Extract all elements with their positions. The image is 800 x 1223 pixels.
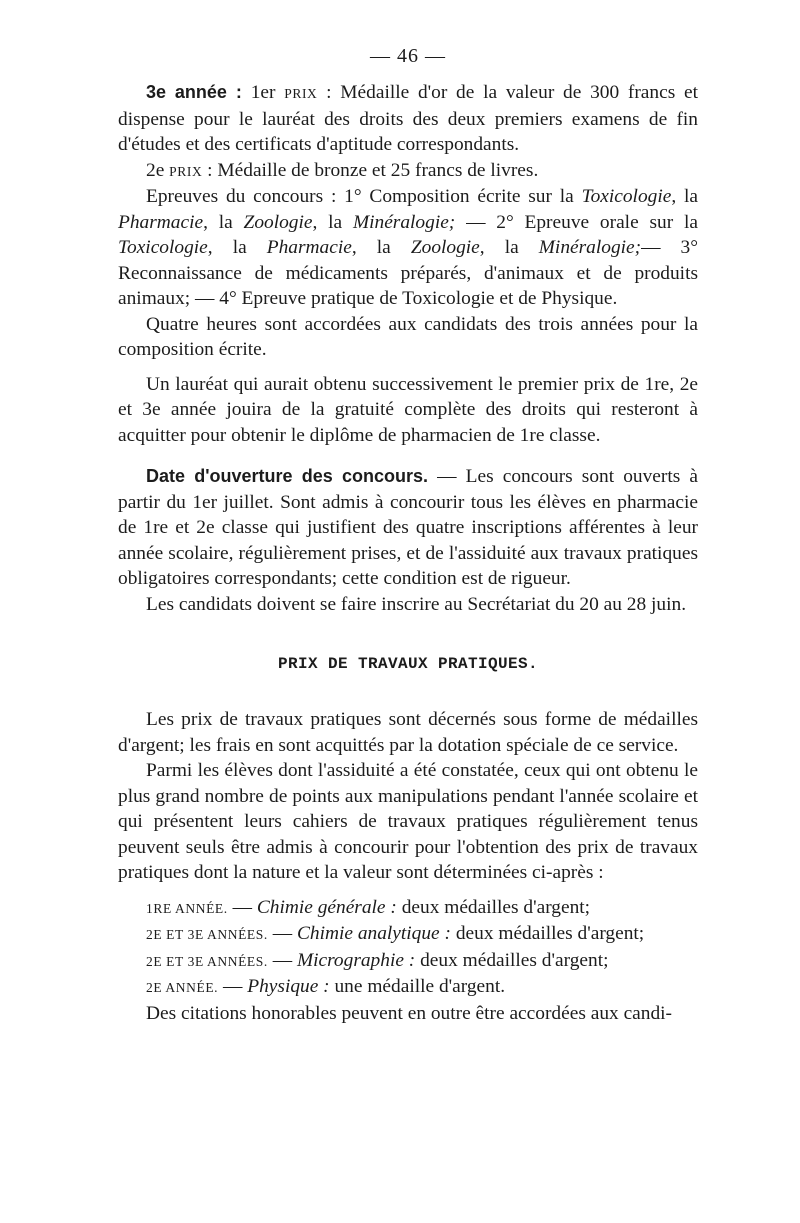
exam-subject: Toxicologie <box>118 237 208 258</box>
prize-line <box>118 895 698 922</box>
page-number: — 46 — <box>370 45 446 67</box>
citations-paragraph: Des citations honorables peuvent en outre être accordées aux candi- <box>146 1002 673 1024</box>
prize-line <box>118 921 698 948</box>
exam-subject: Zoologie <box>410 237 480 258</box>
exam-subject: Toxicologie <box>581 186 672 207</box>
exam-text: , la <box>479 237 539 258</box>
prize-subject: Chimie analytique : <box>296 923 451 944</box>
laureate-paragraph: Un lauréat qui aurait obtenu successivement le premier prix de 1re, 2e et 3e année jouira de la gratuité complète des droits qui resteront à acquitter pour obtenir le diplôme de pharmacien de 1re classe. <box>118 373 698 446</box>
second-prize-number: 2e <box>146 159 170 181</box>
prize-separator: — <box>218 976 248 997</box>
second-prize-paragraph <box>118 158 698 185</box>
first-prize-text: : Médaille d'or de la valeur de 300 francs et dispense pour le lauréat des droits des deux premiers examens de fin d'études et des certificats d'aptitude correspondants. <box>118 82 699 155</box>
third-year-label: 3e année : <box>146 82 251 102</box>
section-title: PRIX DE TRAVAUX PRATIQUES. <box>277 655 539 673</box>
exam-tests-paragraph <box>118 184 698 312</box>
exam-text: , la <box>351 237 411 258</box>
exam-text: Epreuves du concours : 1° Composition écrite sur la <box>146 186 582 207</box>
exam-text: , la <box>203 211 244 233</box>
prize-subject: Physique : <box>247 976 330 997</box>
prize-subject: Chimie générale : <box>256 896 397 918</box>
prize-value: deux médailles d'argent; <box>396 896 591 918</box>
prize-line <box>118 948 698 975</box>
exam-subject: Minéralogie; <box>352 211 456 233</box>
opening-date-text: — Les concours sont ouverts à partir du 1er juillet. Sont admis à concourir tous les élèves en pharmacie de 1re et 2e classe qui justifient des quatre inscriptions afférentes à leur année scolaire, régulièrement prises, et de l'assiduité aux travaux pratiques obligatoires correspondants; cette condition est de rigueur. <box>118 466 698 589</box>
exam-text: — 2° Epreuve orale sur la <box>455 211 698 233</box>
exam-subject: Pharmacie <box>118 211 204 233</box>
registration-paragraph: Les candidats doivent se faire inscrire au Secrétariat du 20 au 28 juin. <box>146 593 687 615</box>
exam-text: , la <box>312 211 353 233</box>
prize-separator: — <box>267 923 297 944</box>
first-prize-number: 1er <box>250 82 285 103</box>
opening-date-paragraph <box>118 464 698 592</box>
exam-text: , la <box>671 186 698 207</box>
prize-year: 1RE ANNÉE. <box>146 900 228 916</box>
prize-subject: Micrographie : <box>296 949 416 971</box>
prize-value: deux médailles d'argent; <box>415 949 609 971</box>
prize-separator: — <box>227 896 257 918</box>
third-year-first-prize-paragraph <box>118 80 698 158</box>
exam-text: , la <box>207 237 267 258</box>
practical-prizes-paragraph: Les prix de travaux pratiques sont décernés sous forme de médailles d'argent; les frais en sont acquittés par la dotation spéciale de ce service. <box>118 709 698 756</box>
prize-separator: — <box>267 949 297 971</box>
eligibility-paragraph: Parmi les élèves dont l'assiduité a été constatée, ceux qui ont obtenu le plus grand nombre de points aux manipulations pendant l'année scolaire et qui présentent leurs cahiers de travaux pratiques régulièrement tenus peuvent seuls être admis à concourir pour l'obtention des prix de travaux pratiques dont la nature et la valeur sont déterminées ci-après : <box>118 760 698 883</box>
first-prize-word: PRIX <box>284 86 318 101</box>
exam-subject: Pharmacie <box>266 237 352 258</box>
prize-year: 2E ANNÉE. <box>146 980 219 995</box>
second-prize-text: : Médaille de bronze et 25 francs de livres. <box>202 159 539 181</box>
document-page <box>118 36 698 1026</box>
second-prize-word: PRIX <box>169 163 203 179</box>
exam-text: — 3° Reconnaissance de médicaments préparés, d'animaux et de produits animaux; — 4° Epreuve pratique de Toxicologie et de Physique. <box>118 237 698 309</box>
opening-date-title: Date d'ouverture des concours. <box>146 466 429 486</box>
prize-value: deux médailles d'argent; <box>450 923 645 944</box>
prize-line <box>118 974 698 1001</box>
prize-year: 2E ET 3E ANNÉES. <box>146 927 268 942</box>
exam-subject: Zoologie <box>243 211 313 233</box>
exam-subject: Minéralogie; <box>538 237 642 258</box>
prize-value: une médaille d'argent. <box>329 976 506 997</box>
prize-year: 2E ET 3E ANNÉES. <box>146 953 268 969</box>
duration-paragraph: Quatre heures sont accordées aux candidats des trois années pour la composition écrite. <box>118 313 698 360</box>
